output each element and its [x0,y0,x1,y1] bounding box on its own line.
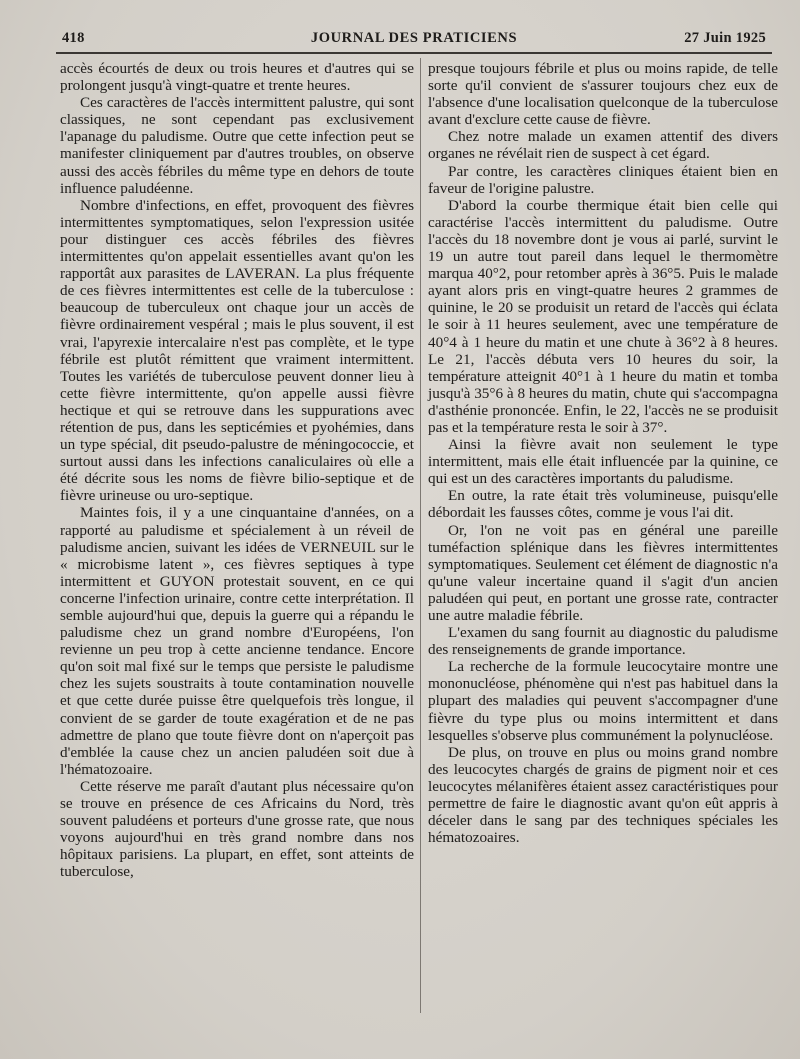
paragraph: Or, l'on ne voit pas en général une pareille tuméfaction splénique dans les fièvres intermittentes symptomatiques. Seulement cet élément de diagnostic n'a qu'une valeur incertaine quand il s'agit d'un ancien paludéen qui peut, en portant une grosse rate, contracter une autre maladie fébrile. [428,521,778,624]
column-divider [420,58,421,1013]
paragraph: La recherche de la formule leucocytaire montre une mononucléose, phénomène qui n'est pas habituel dans la plupart des maladies qui peuvent s'accompagner d'une fièvre du type plus ou moins intermittent et dans lesquelles s'observe plus communément la polynucléose. [428,658,778,744]
issue-date: 27 Juin 1925 [684,30,766,46]
paragraph: presque toujours fébrile et plus ou moins rapide, de telle sorte qu'il convient de s'assurer toujours chez eux de l'absence d'une localisation quelconque de la tuberculose avant d'exclure cette cause de fièvre. [428,60,778,129]
paragraph: L'examen du sang fournit au diagnostic du paludisme des renseignements de grande importance. [428,624,778,659]
paragraph: accès écourtés de deux ou trois heures et d'autres qui se prolongent jusqu'à vingt-quatre et trente heures. [60,60,414,95]
journal-title: JOURNAL DES PRATICIENS [310,30,518,46]
header-rule [56,52,772,54]
page-number: 418 [62,30,85,46]
paragraph: Ces caractères de l'accès intermittent palustre, qui sont classiques, ne sont cependant pas exclusivement l'apanage du paludisme. Outre que cette infection peut se manifester cliniquement par d'autres troubles, on observe aussi des accès fébriles du même type en dehors de toute influence paludéenne. [60,94,414,197]
right-column [428,60,778,846]
paragraph: Chez notre malade un examen attentif des divers organes ne révélait rien de suspect à cet égard. [428,128,778,163]
paragraph: De plus, on trouve en plus ou moins grand nombre des leucocytes chargés de grains de pigment noir et ces leucocytes mélanifères étaient assez caractéristiques pour permettre de faire le diagnostic avant qu'on eût appris à déceler dans le sang par des techniques spéciales les hématozoaires. [428,743,778,847]
left-column [60,60,414,881]
paragraph: Maintes fois, il y a une cinquantaine d'années, on a rapporté au paludisme et spécialement à un réveil de paludisme ancien, suivant les idées de VERNEUIL sur le « microbisme latent », ces fièvres septiques à type intermittent et GUYON protestait souvent, en ce qui concerne l'infection urinaire, contre cette interprétation. Il semble aujourd'hui que, depuis la guerre qui a répandu le paludisme chez un grand nombre d'Européens, l'on revienne un peu trop à cette ancienne tendance. Encore qu'on soit mal fixé sur le temps que persiste le paludisme chez les sujets soustraits à toute contamination nouvelle et que cette durée puisse être quelquefois très longue, il convient de se garder de toute exagération et de ne pas admettre de plano que toute fièvre dont on n'aperçoit pas d'emblée la cause chez un ancien paludéen soit due à l'hématozoaire. [60,504,414,778]
paragraph: Cette réserve me paraît d'autant plus nécessaire qu'on se trouve en présence de ces Africains du Nord, très souvent paludéens et porteurs d'une grosse rate, que nous voyons aujourd'hui en très grand nombre dans nos hôpitaux parisiens. La plupart, en effet, sont atteints de tuberculose, [60,777,414,881]
paragraph: Ainsi la fièvre avait non seulement le type intermittent, mais elle était influencée par la quinine, ce qui est un des caractères importants du paludisme. [428,436,778,488]
paragraph: Par contre, les caractères cliniques étaient bien en faveur de l'origine palustre. [428,162,778,197]
paragraph: D'abord la courbe thermique était bien celle qui caractérise l'accès intermittent du paludisme. Outre l'accès du 18 novembre dont je vous ai parlé, survint le 19 un autre tout pareil dans lequel le thermomètre marqua 40°2, pour retomber après à 36°5. Puis le malade ayant alors pris en vingt-quatre heures 2 grammes de quinine, le 20 se produisit un retard de l'accès qui éclata le soir à 11 heures seulement, avec une température de 40°4 à 1 heure du matin et une chute à 36°2 à 8 heures. Le 21, l'accès débuta vers 10 heures du soir, la température atteignit 40°1 à 1 heure du matin et tomba jusqu'à 35°6 à 8 heures du matin, chute qui s'accompagna d'asthénie prononcée. Enfin, le 22, l'accès ne se produisit pas et la température resta le soir à 37°. [428,196,778,436]
paragraph: En outre, la rate était très volumineuse, puisqu'elle débordait les fausses côtes, comme je vous l'ai dit. [428,487,778,522]
paragraph: Nombre d'infections, en effet, provoquent des fièvres intermittentes symptomatiques, selon l'expression usitée pour distinguer ces accès fébriles des fièvres intermittentes qu'on appelait essentielles avant qu'on les rapportât aux parasites de LAVERAN. La plus fréquente de ces fièvres intermittentes est celle de la tuberculose : beaucoup de tuberculeux ont chaque jour un accès de fièvre ordinairement vespéral ; mais le plus souvent, il est vrai, l'apyrexie intercalaire n'est pas complète, et le type fébrile est plutôt rémittent que vraiment intermittent. Toutes les variétés de tuberculose peuvent donner lieu à cette fièvre intermittente, qu'on appelle aussi fièvre hectique et qui se retrouve dans les suppurations avec rétention de pus, dans les septicémies et pyohémies, dans un type spécial, dit pseudo-palustre de méningococcie, et surtout aussi dans les infections canaliculaires où elle a été décrite sous les noms de fièvre bilio-septique et de fièvre urineuse ou uro-septique. [60,196,414,505]
page-header [62,30,766,52]
